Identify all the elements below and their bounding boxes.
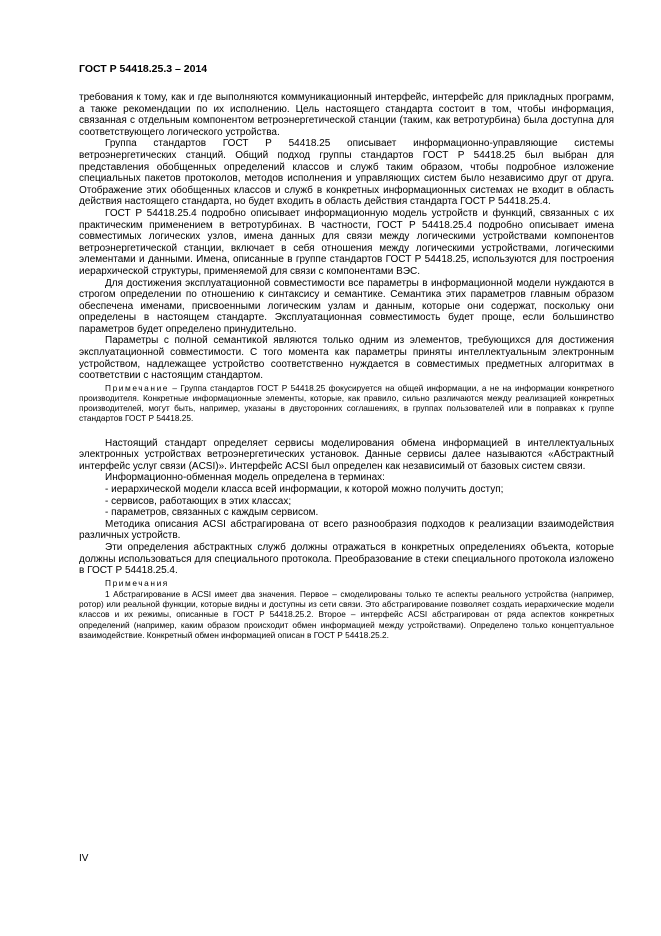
list-item: - параметров, связанных с каждым сервисом. — [105, 507, 319, 519]
list-item: - сервисов, работающих в этих классах; — [105, 495, 292, 507]
paragraph-5: Параметры с полной семантикой являются только одним из элементов, требующихся для достижения эксплуатационной совместимости. С того момента как параметры приняты интеллектуальным электронным устройством, надлежащее устройство соответственно нуждается в совместимых предметных алгоритмах в соответствии с настоящим стандартом. — [79, 335, 614, 382]
document-body — [79, 92, 614, 640]
note-2: 1 Абстрагирование в ACSI имеет два значения. Первое – смоделированы только те аспекты реального устройства (например, ротор) или реальной функции, которые видны и доступны из сети связи. Это абстрагирование позволяет создать иерархические модели классов и их режимы, описанные в ГОСТ Р 54418.25.2. Второе – интерфейс ACSI абстрагирован от ряда аспектов конкретных определений (например, каким образом происходит обмен информацией между устройствами). Определено только концептуальное взаимодействие. Конкретный обмен информацией описан в ГОСТ Р 54418.25.2. — [79, 588, 614, 640]
spacer — [79, 424, 614, 438]
notes-label: Примечания — [105, 577, 169, 588]
paragraph-9: Эти определения абстрактных служб должны отражаться в конкретных определениях объекта, которые должны использоваться для специального протокола. Преобразование в стеки специального протокола изложено в ГОСТ Р 54418.25.4. — [79, 542, 614, 577]
document-header: ГОСТ Р 54418.25.3 – 2014 — [79, 63, 208, 75]
note-1-label: Примечание — [105, 382, 170, 393]
terms-list — [79, 484, 614, 519]
paragraph-8: Методика описания ACSI абстрагирована от всего разнообразия подходов к реализации взаимодействия различных устройств. — [79, 518, 614, 542]
paragraph-3: ГОСТ Р 54418.25.4 подробно описывает информационную модель устройств и функций, связанных с их практическим применением в ветротурбинах. В частности, ГОСТ Р 54418.25.4 подробно описывает имена совместимых логических узлов, имена данных для связи между логическими устройствами компонентов ветроэнергетической станции, включает в себя отношения между логическими устройствами, логическими элементами и данными. Имена, описанные в группе стандартов ГОСТ Р 54418.25, используются для построения иерархической структуры, применяемой для связи с компонентами ВЭС. — [79, 207, 614, 277]
note-1-text: – Группа стандартов ГОСТ Р 54418.25 фокусируется на общей информации, а не на информации конкретного производителя. Конкретные информационные элементы, которые, как правило, сильно различаются между реализацией конкретных производителей, могут быть, например, указаны в двусторонних соглашениях, в группах пользователей или в поправках к группе стандартов ГОСТ Р 54418.25. — [79, 382, 614, 424]
paragraph-1: требования к тому, как и где выполняются коммуникационный интерфейс, интерфейс для прикладных программ, а также рекомендации по их исполнению. Цель настоящего стандарта состоит в том, чтобы информация, связанная с отдельным компонентом ветроэнергетической станции (таким, как ветротурбина) была доступна для соответствующего логического устройства. — [79, 92, 614, 138]
paragraph-6: Настоящий стандарт определяет сервисы моделирования обмена информацией в интеллектуальных электронных устройствах ветроэнергетических установок. Данные сервисы далее называются «Абстрактный интерфейс услуг связи (ACSI)». Интерфейс ACSI был определен как независимый от базовых систем связи. — [79, 437, 614, 472]
paragraph-4: Для достижения эксплуатационной совместимости все параметры в информационной модели нуждаются в строгом определении по отношению к синтаксису и семантике. Семантика этих параметров главным образом обеспечена именами, присвоенными логическим узлам и данным, которые они содержат, поскольку они определены в настоящем стандарте. Эксплуатационная совместимость будет проще, если большинство параметров будет определено принудительно. — [79, 277, 614, 335]
note-1 — [79, 383, 614, 424]
paragraph-2: Группа стандартов ГОСТ Р 54418.25 описывает информационно-управляющие системы ветроэнергетических станций. Общий подход группы стандартов ГОСТ Р 54418.25 был выбран для представления обобщенных определений классов и служб таким образом, чтобы подробное изложение специальных пакетов протоколов, методов исполнения и управляющих систем было независимо друг от друга. Отображение этих обобщенных классов и служб в конкретных информационных системах не входит в область действия настоящего стандарта, но будет входить в область действия стандарта ГОСТ Р 54418.25.4. — [79, 138, 614, 208]
paragraph-7: Информационно-обменная модель определена в терминах: — [105, 472, 385, 484]
page-number: IV — [79, 853, 89, 864]
list-item: - иерархической модели класса всей информации, к которой можно получить доступ; — [105, 484, 504, 496]
